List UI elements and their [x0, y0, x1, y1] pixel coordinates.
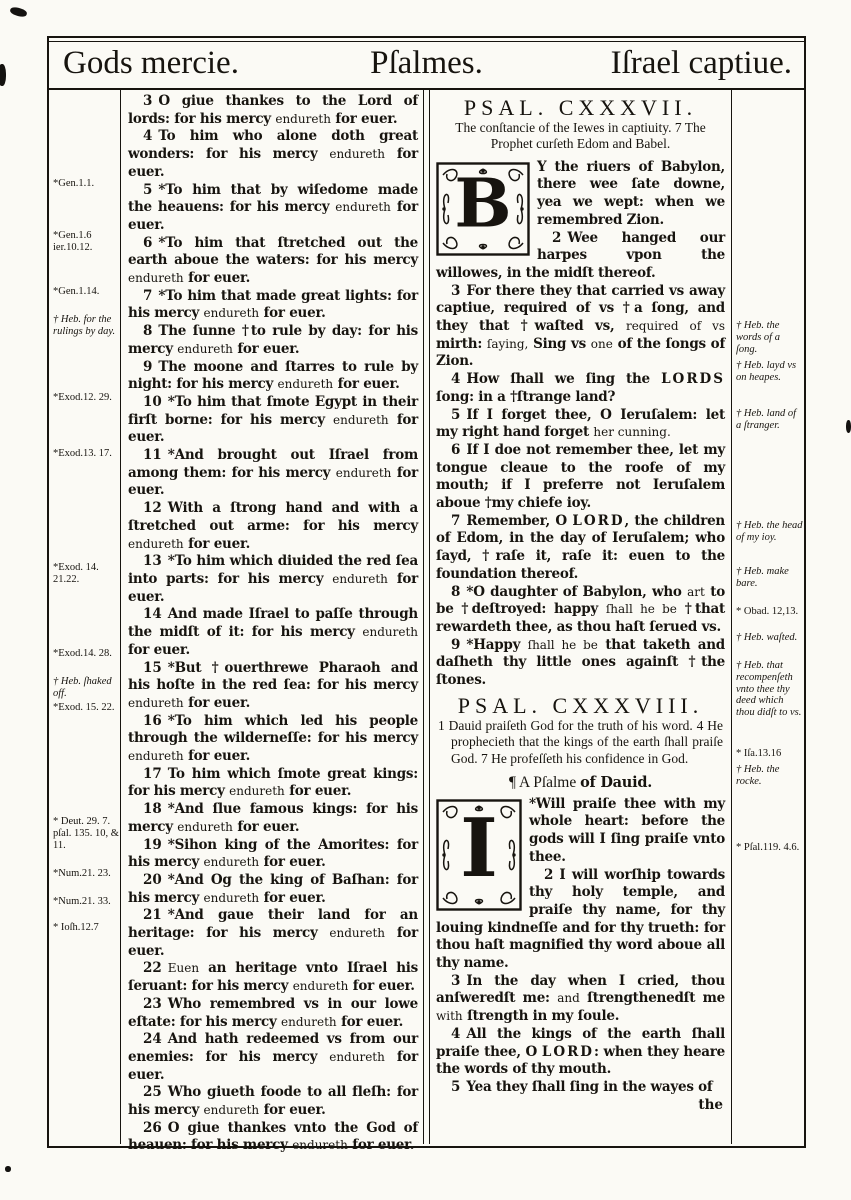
- text-segment-ro: endureth: [292, 979, 349, 994]
- text-segment-ro: endureth: [333, 412, 389, 427]
- verse: [436, 442, 725, 513]
- column-divider-rule: [423, 90, 430, 1144]
- text-segment-bl: *Will praiſe thee with my whole heart: before the gods will I ſing praiſe vnto thee.: [529, 795, 725, 865]
- text-segment-sc: LORD: [572, 512, 625, 529]
- verse-number: 17: [143, 765, 162, 782]
- verse-number: 13: [143, 553, 162, 570]
- text-segment-bl: *But †ouerthrewe Pharaoh and his hoſte in the red ſea: for his mercy: [128, 659, 418, 694]
- text-segment-ro: endureth: [329, 1049, 385, 1064]
- text-segment-ro: required of vs: [625, 319, 726, 334]
- left-margin-notes-column: [49, 90, 121, 1144]
- text-segment-bl: *To him that made great lights: for his mercy: [128, 287, 418, 322]
- text-segment-bl: of Dauid.: [580, 774, 653, 791]
- text-segment-bl: for euer.: [183, 535, 251, 552]
- verse: [436, 973, 725, 1026]
- text-segment-ar: ¶ A Pſalme: [508, 774, 581, 791]
- cross-reference-note: * Deut. 29. 7. pſal. 135. 10, & 11.: [53, 816, 119, 851]
- text-segment-bl: With a ſtrong hand and with a ſtretched out arme: for his mercy: [128, 500, 418, 534]
- cross-reference-note: *Exod. 15. 22.: [53, 702, 115, 713]
- text-segment-bl: *And ſlue famous kings: for his mercy: [128, 801, 418, 835]
- text-segment-bl: *To him that ſtretched out the earth aboue the waters: for his mercy: [128, 234, 418, 269]
- verse: [128, 553, 418, 606]
- cross-reference-note: *Gen.1.14.: [53, 286, 100, 297]
- verse-number: 5: [143, 181, 153, 198]
- text-segment-bl: *To him which diuided the red ſea into parts: for his mercy: [128, 553, 418, 587]
- cross-reference-note: * Iſa.13.16: [736, 748, 782, 759]
- right-text-column: [430, 90, 731, 1144]
- verse-number: 23: [143, 995, 162, 1012]
- woodcut-initial-I: [436, 799, 522, 917]
- text-segment-bl: for euer.: [232, 340, 300, 357]
- verse: [128, 606, 418, 659]
- woodcut-initial-B: [436, 162, 530, 262]
- text-segment-bl: for euer.: [183, 270, 251, 287]
- text-segment-bl: for euer.: [347, 1137, 415, 1154]
- text-segment-bl: ſong: in a †ſtrange land?: [436, 388, 616, 405]
- text-segment-bl: for euer.: [284, 783, 352, 800]
- verse-number: 7: [451, 512, 461, 529]
- text-segment-bl: for euer.: [128, 146, 419, 180]
- text-segment-bl: for euer.: [128, 1048, 418, 1083]
- psalm-heading: PSAL. CXXXVII.: [463, 95, 698, 120]
- psalm-argument: [438, 120, 723, 153]
- text-segment-bl: †that rewardeth thee, as thou haſt ſerued vs.: [436, 601, 725, 635]
- text-segment-bl: for euer.: [348, 978, 415, 995]
- verse: [128, 713, 418, 766]
- verse-number: 3: [143, 93, 153, 109]
- text-segment-ar: 1 Dauid praiſeth God for the truth of his word. 4 He prophecieth that the kings of the earth ſhall praiſe God. 7 He profeſſeth his confidence in God.: [438, 717, 723, 766]
- text-segment-ro: endureth: [203, 855, 260, 870]
- cross-reference-note: *Num.21. 33.: [53, 896, 111, 907]
- text-segment-bl: for euer.: [336, 1013, 404, 1030]
- text-segment-bl: Yea they ſhall ſing in the wayes of: [466, 1078, 713, 1095]
- verse: [128, 93, 418, 128]
- text-segment-bl: The ſunne †to rule by day: for his mercy: [128, 323, 418, 357]
- verse: [128, 182, 418, 235]
- text-segment-bl: O giue thankes to the Lord of lords: for his mercy: [128, 93, 418, 127]
- hebrew-margin-note: † Heb. layd vs on heapes.: [736, 360, 797, 383]
- svg-text:I: I: [460, 800, 498, 896]
- verse: [128, 766, 418, 801]
- text-segment-bl: for euer.: [128, 199, 418, 233]
- verse-number: 3: [451, 282, 461, 299]
- cross-reference-note: *Gen.1.1.: [53, 178, 95, 189]
- text-segment-bl: Wee hanged our harpes vpon the willowes, in the midſt thereof.: [436, 229, 725, 281]
- verse: [128, 1120, 418, 1155]
- hebrew-margin-note: † Heb. ſhaked off.: [53, 676, 112, 699]
- verse-number: 4: [451, 371, 461, 388]
- verse-number: 6: [451, 441, 461, 458]
- text-segment-ro: endureth: [177, 341, 233, 356]
- text-segment-ro: with: [436, 1009, 463, 1024]
- text-segment-bl: to be †deſtroyed: happy: [436, 583, 725, 618]
- verse: [128, 1084, 418, 1119]
- scan-speck: [5, 1166, 11, 1172]
- left-text-column: [121, 90, 423, 1154]
- text-segment-ro: Euen: [167, 961, 200, 976]
- verse: [436, 584, 725, 637]
- verse-number: 26: [143, 1119, 162, 1136]
- catchword: the: [698, 1096, 723, 1113]
- page-frame: [47, 36, 806, 1154]
- running-header-right: Iſrael captiue.: [610, 44, 792, 81]
- text-segment-ro: endureth: [335, 200, 391, 215]
- verse-number: 16: [143, 712, 162, 729]
- verse-number: 25: [143, 1084, 162, 1101]
- text-segment-bl: *To him which led his people through the wilderneſſe: for his mercy: [128, 712, 418, 747]
- text-segment-bl: mirth:: [436, 335, 487, 352]
- text-segment-bl: *Happy: [466, 636, 528, 653]
- text-segment-sc: LORDS: [661, 371, 725, 388]
- verse-number: 10: [143, 393, 162, 410]
- text-segment-ro: endureth: [277, 377, 334, 392]
- text-segment-bl: for euer.: [128, 464, 419, 499]
- verse-number: 8: [143, 323, 153, 340]
- text-segment-bl: O giue thankes vnto the God of heauen: for his mercy: [128, 1119, 418, 1154]
- verse-number: 9: [451, 636, 461, 653]
- verse-number: 8: [451, 583, 461, 600]
- text-segment-bl: for euer.: [232, 818, 300, 835]
- text-segment-bl: *And Og the king of Baſhan: for his mercy: [128, 871, 418, 906]
- text-segment-ro: endureth: [362, 625, 418, 640]
- verse: [436, 283, 725, 372]
- text-segment-bl: If I forget thee, O Ieruſalem: let my right hand forget: [436, 406, 725, 441]
- verse: [128, 394, 418, 447]
- verse: [436, 637, 725, 690]
- text-segment-ro: endureth: [281, 1014, 337, 1029]
- text-segment-bl: If I doe not remember thee, let my tongue cleaue to the roofe of my mouth; if I preferre not Ieruſalem aboue †my chiefe ioy.: [436, 441, 725, 512]
- verse-number: 19: [143, 836, 162, 853]
- verse-number: 5: [451, 406, 461, 423]
- verse: [128, 801, 418, 836]
- cross-reference-note: *Gen.1.6 ier.10.12.: [53, 230, 93, 253]
- verse: [128, 128, 418, 181]
- hebrew-margin-note: † Heb. for the rulings by day.: [53, 314, 116, 337]
- text-segment-bl: Y the riuers of Babylon, there wee ſate downe, yea we wept: when we remembred Zion.: [537, 158, 725, 228]
- verse-number: 6: [143, 234, 153, 251]
- verse-number: 9: [143, 358, 153, 375]
- text-segment-bl: for euer.: [259, 854, 326, 871]
- cross-reference-note: *Exod.12. 29.: [53, 392, 112, 403]
- verse: [128, 359, 418, 394]
- text-segment-bl: To him which ſmote great kings: for his mercy: [128, 765, 418, 800]
- text-segment-ro: endureth: [335, 465, 392, 480]
- text-segment-ro: endureth: [229, 784, 285, 799]
- cross-reference-note: * Obad. 12,13.: [736, 606, 799, 617]
- verse: [128, 837, 418, 872]
- verse-number: 12: [143, 500, 162, 517]
- hebrew-margin-note: † Heb. the words of a ſong.: [736, 320, 780, 355]
- psalm-subtitle: [436, 774, 725, 793]
- text-segment-bl: How ſhall we ſing the: [466, 371, 662, 388]
- text-segment-bl: And hath redeemed vs from our enemies: for his mercy: [128, 1031, 418, 1065]
- hebrew-margin-note: † Heb. that recompenſeth vnto thee thy deed which thou didſt to vs.: [736, 660, 802, 719]
- text-segment-bl: for euer.: [183, 748, 251, 765]
- running-header: [49, 38, 804, 90]
- scan-speck: [9, 6, 27, 18]
- text-segment-ro: endureth: [329, 147, 385, 162]
- verse: [436, 407, 725, 442]
- text-segment-bl: for euer.: [259, 305, 326, 322]
- hebrew-margin-note: † Heb. waſted.: [736, 632, 798, 643]
- text-segment-ro: endureth: [128, 536, 184, 551]
- verse-number: 2: [544, 866, 554, 883]
- text-segment-bl: And made Iſrael to paſſe through the midſt of it: for his mercy: [128, 606, 418, 641]
- text-segment-bl: *And brought out Iſrael from among them: for his mercy: [128, 447, 418, 481]
- text-segment-bl: I will worſhip towards thy holy temple, and praiſe thy name, for thy louing kindneſſe and for thy trueth: for thou haſt magnified thy word aboue all thy name.: [436, 866, 725, 972]
- verse: [128, 660, 418, 713]
- running-header-left: Gods mercie.: [63, 44, 239, 81]
- text-segment-ro: her cunning.: [593, 425, 671, 440]
- text-segment-bl: for euer.: [333, 376, 400, 393]
- text-segment-ro: endureth: [203, 890, 260, 905]
- text-segment-bl: All the kings of the earth ſhall praiſe thee, O: [436, 1025, 725, 1060]
- cross-reference-note: *Exod. 14. 21.22.: [53, 562, 99, 585]
- text-segment-ro: endureth: [275, 111, 331, 126]
- verse-number: 4: [143, 128, 153, 145]
- psalm-heading: PSAL. CXXXVIII.: [457, 692, 704, 718]
- verse-number: 20: [143, 871, 162, 888]
- hebrew-margin-note: † Heb. make bare.: [736, 566, 789, 589]
- text-segment-bl: *To him that by wiſedome made the heauens: for his mercy: [128, 181, 418, 216]
- text-segment-bl: In the day when I cried, thou anſweredſt me:: [436, 972, 725, 1007]
- verse: [128, 872, 418, 907]
- text-segment-bl: ſtrengthenedſt me: [579, 990, 725, 1007]
- text-segment-bl: *O daughter of Babylon, who: [466, 583, 688, 600]
- text-segment-ro: endureth: [177, 819, 233, 834]
- hebrew-margin-note: † Heb. land of a ſtranger.: [736, 408, 797, 431]
- cross-reference-note: *Exod.14. 28.: [53, 648, 112, 659]
- verse-number: 2: [552, 229, 562, 246]
- text-segment-bl: for euer.: [128, 641, 190, 658]
- verse-number: 11: [143, 447, 162, 464]
- verse: [128, 907, 418, 960]
- verse-number: 7: [143, 287, 153, 304]
- text-segment-bl: *And gaue their land for an heritage: for his mercy: [128, 907, 418, 942]
- page-body: [49, 90, 804, 1154]
- text-segment-bl: for euer.: [259, 889, 326, 906]
- text-segment-ro: ſaying,: [486, 336, 529, 351]
- text-segment-bl: for euer.: [128, 411, 419, 446]
- verse: [128, 447, 418, 500]
- text-segment-bl: Who remembred vs in our lowe eſtate: for his mercy: [128, 995, 418, 1030]
- text-segment-ar: The conſtancie of the Iewes in captiuity. 7 The Prophet curſeth Edom and Babel.: [455, 119, 706, 152]
- text-segment-ro: endureth: [128, 695, 184, 710]
- verse-number: 3: [451, 972, 461, 989]
- text-segment-bl: *Sihon king of the Amorites: for his mercy: [128, 836, 418, 871]
- text-segment-ro: endureth: [128, 271, 184, 286]
- text-segment-bl: , the children of Edom, in the day of Ieruſalem; who ſayd, †raſe it, raſe it: euen to the foundation thereof.: [436, 512, 725, 582]
- cross-reference-note: * Ioſh.12.7: [53, 922, 99, 933]
- text-segment-ro: endureth: [203, 306, 260, 321]
- verse: [128, 960, 418, 995]
- verse: [436, 513, 725, 584]
- text-segment-ro: and: [557, 991, 580, 1006]
- text-segment-ro: endureth: [292, 1138, 348, 1153]
- cross-reference-note: * Pſal.119. 4.6.: [736, 842, 800, 853]
- verse: [436, 371, 725, 406]
- verse: [128, 323, 418, 358]
- text-segment-bl: ſtrength in my ſoule.: [462, 1008, 620, 1025]
- text-segment-bl: Remember, O: [466, 512, 573, 529]
- verse-number: 24: [143, 1031, 162, 1048]
- text-segment-bl: For there they that carried vs away captiue, required of vs †a ſong, and they that †waſted vs,: [436, 282, 725, 335]
- text-segment-bl: Who giueth foode to all fleſh: for his mercy: [128, 1084, 418, 1119]
- verse: [128, 500, 418, 553]
- running-header-title: Pſalmes.: [370, 44, 483, 81]
- verse-number: 18: [143, 801, 162, 818]
- verse-number: 21: [143, 907, 162, 924]
- text-segment-ro: endureth: [128, 749, 184, 764]
- psalm-argument: [438, 718, 723, 768]
- text-segment-ro: ſhall he be: [527, 637, 598, 652]
- text-segment-bl: an heritage vnto Iſrael his ſeruant: for his mercy: [128, 960, 418, 995]
- text-segment-bl: : when they heare the words of thy mouth.: [436, 1043, 725, 1078]
- verse: [436, 1026, 725, 1079]
- verse-number: 14: [143, 606, 162, 623]
- text-segment-sc: LORD: [541, 1043, 595, 1060]
- verse-number: 4: [451, 1025, 461, 1042]
- text-segment-ro: ſhall he be: [605, 602, 677, 617]
- verse: [436, 1079, 725, 1097]
- text-segment-ro: endureth: [203, 1103, 260, 1118]
- text-segment-bl: for euer.: [183, 694, 251, 711]
- svg-text:B: B: [454, 162, 512, 243]
- verse: [128, 1031, 418, 1084]
- text-segment-ro: endureth: [329, 926, 386, 941]
- verse: [128, 288, 418, 323]
- text-segment-bl: Sing vs: [528, 335, 591, 352]
- hebrew-margin-note: † Heb. the rocke.: [736, 764, 780, 787]
- text-segment-ro: art: [687, 584, 705, 599]
- text-segment-bl: *To him that ſmote Egypt in their firſt borne: for his mercy: [128, 393, 418, 428]
- verse: [128, 996, 418, 1031]
- hebrew-margin-note: † Heb. the head of my ioy.: [736, 520, 803, 543]
- verse: [128, 235, 418, 288]
- verse-number: 15: [143, 659, 162, 676]
- text-segment-bl: for euer.: [330, 110, 398, 127]
- text-segment-bl: The moone and ſtarres to rule by night: for his mercy: [128, 358, 418, 393]
- text-segment-bl: for euer.: [128, 570, 418, 605]
- scan-speck: [846, 420, 851, 433]
- cross-reference-note: *Exod.13. 17.: [53, 448, 112, 459]
- right-margin-notes-column: [731, 90, 804, 1144]
- scan-speck: [0, 64, 6, 86]
- text-segment-bl: for euer.: [128, 925, 418, 959]
- verse-number: 5: [451, 1078, 461, 1095]
- text-segment-bl: of the ſongs of Zion.: [436, 335, 725, 370]
- text-segment-ro: endureth: [332, 571, 388, 586]
- text-segment-bl: for euer.: [259, 1102, 326, 1119]
- text-segment-bl: To him who alone doth great wonders: for his mercy: [128, 128, 418, 163]
- verse-number: 22: [143, 960, 162, 977]
- text-segment-ro: one: [590, 336, 613, 351]
- cross-reference-note: *Num.21. 23.: [53, 868, 111, 879]
- text-segment-bl: that taketh and daſheth thy little ones againſt †the ſtones.: [436, 636, 725, 689]
